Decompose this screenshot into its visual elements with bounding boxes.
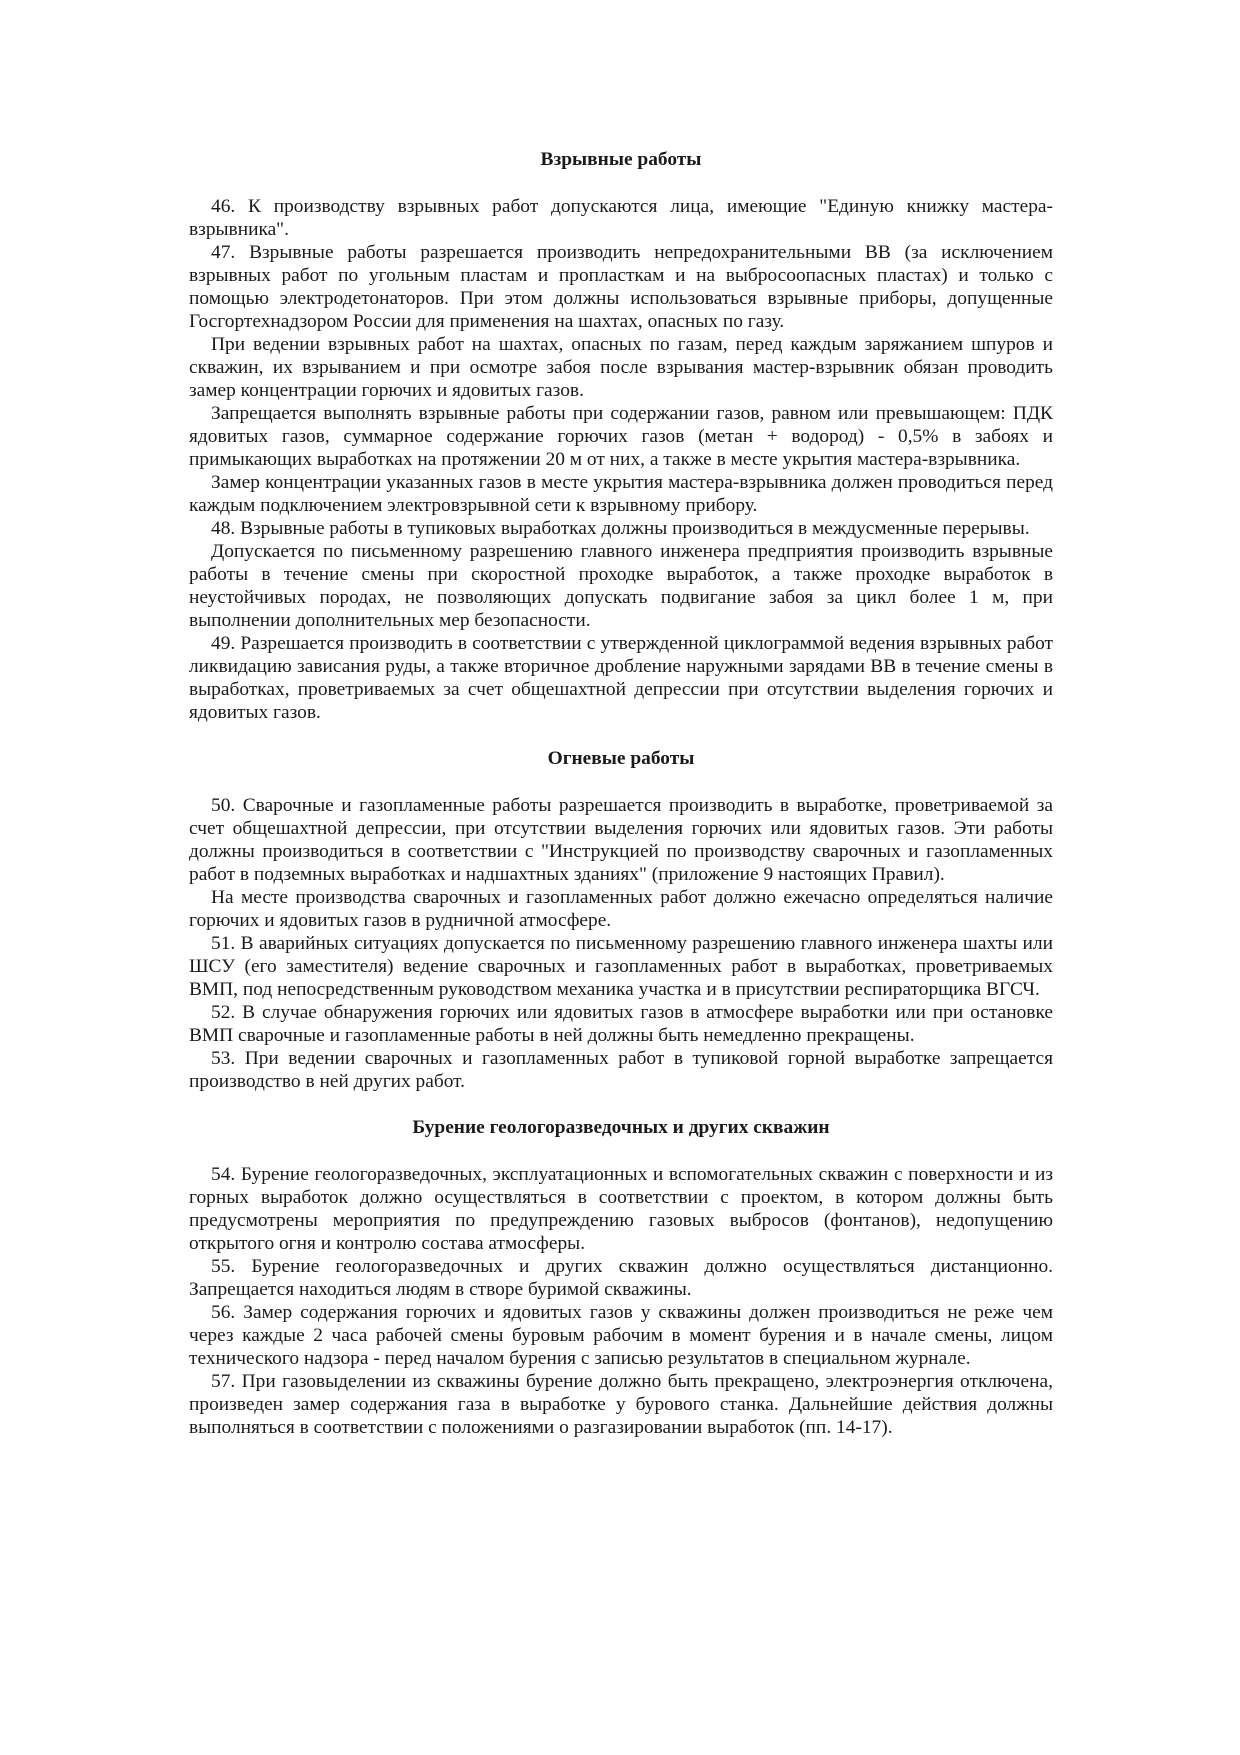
- paragraph: 47. Взрывные работы разрешается производить непредохранительными ВВ (за исключением взрывных работ по угольным пластам и пропласткам и на выбросоопасных пластах) и только с помощью электродетонаторов. При этом должны использоваться взрывные приборы, допущенные Госгортехнадзором России для применения на шахтах, опасных по газу.: [189, 242, 1053, 332]
- paragraph: Замер концентрации указанных газов в месте укрытия мастера-взрывника должен проводиться перед каждым подключением электровзрывной сети к взрывному прибору.: [189, 472, 1053, 516]
- paragraph: На месте производства сварочных и газопламенных работ должно ежечасно определяться наличие горючих и ядовитых газов в рудничной атмосфере.: [189, 887, 1053, 931]
- paragraph: 48. Взрывные работы в тупиковых выработках должны производиться в междусменные перерывы.: [211, 518, 1030, 539]
- paragraph: 51. В аварийных ситуациях допускается по письменному разрешению главного инженера шахты или ШСУ (его заместителя) ведение сварочных и газопламенных работ в выработках, проветриваемых ВМП, под непосредственным руководством механика участка и в присутствии респираторщика ВГСЧ.: [189, 933, 1053, 1000]
- paragraph: При ведении взрывных работ на шахтах, опасных по газам, перед каждым заряжанием шпуров и скважин, их взрыванием и при осмотре забоя после взрывания мастер-взрывник обязан проводить замер концентрации горючих и ядовитых газов.: [189, 334, 1053, 401]
- paragraph: Допускается по письменному разрешению главного инженера предприятия производить взрывные работы в течение смены при скоростной проходке выработок, а также проходке выработок в неустойчивых породах, не позволяющих допускать подвигание забоя за цикл более 1 м, при выполнении дополнительных мер безопасности.: [189, 541, 1053, 631]
- section-title: Огневые работы: [547, 748, 695, 769]
- paragraph: 56. Замер содержания горючих и ядовитых газов у скважины должен производиться не реже чем через каждые 2 часа рабочей смены буровым рабочим в момент бурения и в начале смены, лицом технического надзора - перед началом бурения с записью результатов в специальном журнале.: [189, 1302, 1053, 1369]
- paragraph: 57. При газовыделении из скважины бурение должно быть прекращено, электроэнергия отключена, произведен замер содержания газа в выработке у бурового станка. Дальнейшие действия должны выполняться в соответствии с положениями о разгазировании выработок (пп. 14-17).: [189, 1371, 1053, 1438]
- paragraph: 49. Разрешается производить в соответствии с утвержденной циклограммой ведения взрывных работ ликвидацию зависания руды, а также вторичное дробление наружными зарядами ВВ в течение смены в выработках, проветриваемых за счет общешахтной депрессии при отсутствии выделения горючих и ядовитых газов.: [189, 633, 1053, 723]
- paragraph: 53. При ведении сварочных и газопламенных работ в тупиковой горной выработке запрещается производство в ней других работ.: [189, 1048, 1053, 1092]
- paragraph: Запрещается выполнять взрывные работы при содержании газов, равном или превышающем: ПДК ядовитых газов, суммарное содержание горючих газов (метан + водород) - 0,5% в забоях и примыкающих выработках на протяжении 20 м от них, а также в месте укрытия мастера-взрывника.: [189, 403, 1053, 470]
- paragraph: 54. Бурение геологоразведочных, эксплуатационных и вспомогательных скважин с поверхности и из горных выработок должно осуществляться в соответствии с проектом, в котором должны быть предусмотрены мероприятия по предупреждению газовых выбросов (фонтанов), недопущению открытого огня и контролю состава атмосферы.: [189, 1164, 1053, 1254]
- paragraph: 50. Сварочные и газопламенные работы разрешается производить в выработке, проветриваемой за счет общешахтной депрессии, при отсутствии выделения горючих или ядовитых газов. Эти работы должны производиться в соответствии с "Инструкцией по производству сварочных и газопламенных работ в подземных выработках и надшахтных зданиях" (приложение 9 настоящих Правил).: [189, 795, 1053, 885]
- section-drilling: [189, 1116, 1053, 1439]
- paragraph: 46. К производству взрывных работ допускаются лица, имеющие "Единую книжку мастера-взрывника".: [189, 196, 1053, 240]
- section-fire-works: [189, 747, 1053, 1093]
- section-blasting: [189, 148, 1053, 724]
- section-title: Взрывные работы: [540, 149, 702, 170]
- section-title: Бурение геологоразведочных и других скважин: [412, 1117, 830, 1138]
- document-page: [189, 148, 1053, 1439]
- paragraph: 52. В случае обнаружения горючих или ядовитых газов в атмосфере выработки или при остановке ВМП сварочные и газопламенные работы в ней должны быть немедленно прекращены.: [189, 1002, 1053, 1046]
- paragraph: 55. Бурение геологоразведочных и других скважин должно осуществляться дистанционно. Запрещается находиться людям в створе буримой скважины.: [189, 1256, 1053, 1300]
